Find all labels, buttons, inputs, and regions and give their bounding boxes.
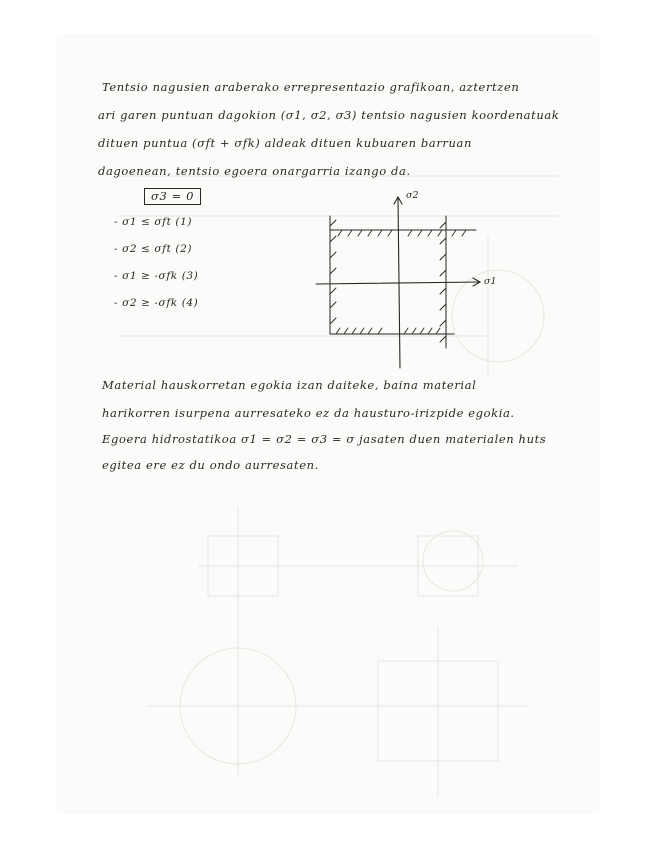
condition-item: - σ2 ≥ -σfk (4) xyxy=(114,297,199,309)
intro-line-3: dituen puntua (σft + σfk) aldeak dituen kubuaren barruan xyxy=(98,136,472,150)
diagram-svg xyxy=(308,188,508,378)
condition-item: - σ1 ≥ -σfk (3) xyxy=(114,270,199,282)
x-axis-line xyxy=(316,282,480,284)
condition-item: - σ2 ≤ σft (2) xyxy=(114,243,193,255)
intro-line-2: ari garen puntuan dagokion (σ1, σ2, σ3) tentsio nagusien koordenatuak xyxy=(98,108,560,122)
intro-line-1: Tentsio nagusien araberako errepresentazio grafikoan, aztertzen xyxy=(102,80,520,94)
hatch-top xyxy=(338,230,466,236)
show-through-drawing xyxy=(58,36,598,812)
boxed-condition: σ3 = 0 xyxy=(144,188,201,205)
y-axis-label: σ2 xyxy=(406,190,419,201)
condition-item: - σ1 ≤ σft (1) xyxy=(114,216,193,228)
conclusion-line-4: egitea ere ez du ondo aurresaten. xyxy=(102,458,319,472)
failure-criterion-diagram xyxy=(308,188,508,378)
conclusion-line-3: Egoera hidrostatikoa σ1 = σ2 = σ3 = σ jasaten duen materialen huts xyxy=(102,432,547,446)
x-axis-label: σ1 xyxy=(484,276,497,287)
conclusion-line-1: Material hauskorretan egokia izan daiteke, baina material xyxy=(102,378,477,392)
hatch-bottom xyxy=(336,328,440,334)
condition-list xyxy=(114,216,198,324)
notebook-page xyxy=(58,36,598,812)
hatch-left xyxy=(330,220,336,324)
conclusion-line-2: harikorren isurpena aurresateko ez da hausturo-irizpide egokia. xyxy=(102,406,515,420)
intro-line-4: dagoenean, tentsio egoera onargarria izango da. xyxy=(98,164,411,178)
